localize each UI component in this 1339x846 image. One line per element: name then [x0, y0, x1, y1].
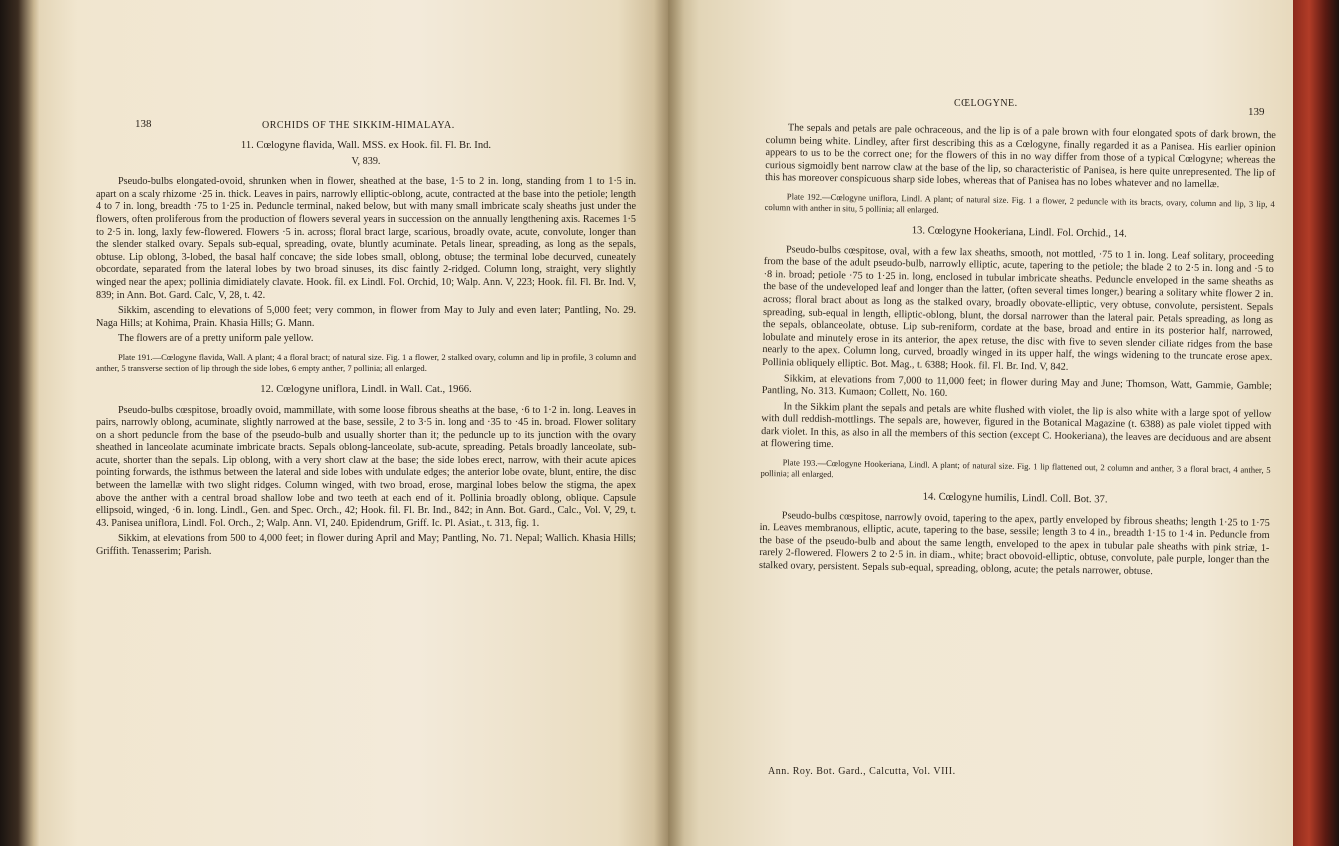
plate-caption: Plate 193.—Cœlogyne Hookeriana, Lindl. A plant; of natural size. Fig. 1 lip flattened out, 2 column and anther, 3 a floral bract, 4 anther, 5 pollinia; all enlarged. — [760, 457, 1271, 480]
plate-caption: Plate 192.—Cœlogyne uniflora, Lindl. A plant; of natural size. Fig. 1 a flower, 2 peduncle with its bracts, ovary, column and lip, 3 lip, 4 column with anther in situ, 5 pollinia; all enlarged. — [764, 191, 1275, 215]
species-description: The sepals and petals are pale ochraceous, and the lip is of a pale brown with four elongated spots of dark brown, the column being white. Lindley, after first describing this as a Cœlogyne, finally regarded it as a Panisea. His earlier opinion appears to us to be the correct one; for the flowers of this in no way differ from those of a typical Cœlogyne; whereas the curious sigmoidly bent narrow claw at the base of the lip, so characteristic of Panisea, is here quite unrepresented. The lip of this has moreover conspicuous sharp side lobes, whereas that of Panisea has no lobes whatever and no lamellæ. — [765, 122, 1276, 191]
left-page — [40, 0, 668, 846]
species-distribution: Sikkim, at elevations from 500 to 4,000 feet; in flower during April and May; Pantling, No. 71. Nepal; Wallich. Khasia Hills; Griffith. Tenasserim; Parish. — [96, 533, 636, 558]
species-heading: 13. Cœlogyne Hookeriana, Lindl. Fol. Orchid., 14. — [911, 225, 1127, 240]
species-description: Pseudo-bulbs cœspitose, broadly ovoid, mammillate, with some loose fibrous sheaths at the base, ·6 to 1·2 in. long. Leaves in pairs, narrowly oblong, acuminate, slightly narrowed at the base, sessile, 2 to 3·5 in. long and ·35 to ·45 in. broad. Flower solitary on a short peduncle from the base of the pseudo-bulb and usually shorter than it; the peduncle up to its junction with the ovary sheathed in lanceolate acuminate imbricate bracts. Sepals oblong-lanceolate, sub-acute, spreading. Petals broadly lanceolate, sub-acute, shorter than the sepals. Lip oblong, with a very short claw at the base; the side lobes erect, narrow, with their acute apices pointing forwards, the isthmus between the lateral and side lobes with undulate edges; the anterior lobe ovate, blunt, entire, the disc between the lamellæ with two slight ridges. Column winged, with two broad, erose, marginal lobes below the stigma, the apex above the anther with a central broad shallow lobe and two teeth at each end of it. Pollinia broadly oblong, oblique. Capsule ellipsoid, winged, ·6 in. long. Lindl., Gen. and Spec. Orch., 42; Hook. fil. Fl. Br. Ind., 842; in Ann. Bot. Gard., Calc., Vol. V, 29, t. 43. Panisea uniflora, Lindl. Fol. Orch., 2; Walp. Ann. VI, 240. Epidendrum, Griff. Ic. Pl. Asiat., t. 313, fig. 1. — [96, 404, 636, 529]
book-cover-right — [1293, 0, 1339, 846]
species-description: Pseudo-bulbs cœspitose, oval, with a few lax sheaths, smooth, not mottled, ·75 to 1 in. long. Leaf solitary, proceeding from the base of the adult pseudo-bulb, narrowly elliptic, acute, tapering to the petiole; the blade 2 to 2·5 in. long and ·5 to ·8 in. broad; petiole ·75 to 1·25 in. long, enclosed in tubular imbricate sheaths. Peduncle enveloped in the same sheaths as the base of the undeveloped leaf and longer than the latter, (often several times longer,) bearing a solitary white flower 2 in. across; floral bract about as long as the stalked ovary, broadly obovate-elliptic, very obtuse, convolute, persistent. Sepals spreading, sub-equal in length, elliptic-oblong, blunt, the dorsal narrower than the lateral pair. Petals spreading, as long as the sepals, oblanceolate, obtuse. Lip sub-reniform, cordate at the base, broad and entire in its posterior half, narrowed, lobulate and minutely erose in its anterior, the apex retuse, the disc with five to seven slender ciliate ridges from the base nearly to the apex. Column long, curved, broadly winged in its upper half, the wings widening to the truncate erose apex. Pollinia obliquely elliptic. Bot. Mag., t. 6388; Hook. fil. Fl. Br. Ind. V, 842. — [762, 243, 1275, 373]
page-footer: Ann. Roy. Bot. Gard., Calcutta, Vol. VIII. — [768, 766, 956, 777]
page-number: 138 — [135, 118, 152, 130]
species-heading: 14. Cœlogyne humilis, Lindl. Coll. Bot. 37. — [922, 491, 1108, 506]
left-page-body — [96, 140, 636, 562]
species-distribution: Sikkim, ascending to elevations of 5,000 feet; very common, in flower from May to July and even later; Pantling, No. 29. Naga Hills; at Kohima, Prain. Khasia Hills; G. Mann. — [96, 305, 636, 329]
species-citation: V, 839. — [351, 155, 381, 167]
species-note: In the Sikkim plant the sepals and petals are white flushed with violet, the lip is also white with a large spot of yellow with dull reddish-mottlings. The sepals are, however, figured in the Botanical Magazine (t. 6388) as pale violet tipped with dark violet. In this, as also in all the members of this section (except C. Hookeriana), the leaves are deciduous and are absent at flowering time. — [760, 400, 1272, 451]
running-head: CŒLOGYNE. — [954, 98, 1018, 109]
species-note: The flowers are of a pretty uniform pale yellow. — [118, 333, 314, 345]
species-description: Pseudo-bulbs elongated-ovoid, shrunken when in flower, sheathed at the base, 1·5 to 2 in. long, standing from 1 to 1·5 in. apart on a scaly rhizome ·25 in. thick. Leaves in pairs, narrowly elliptic-oblong, acute, contracted at the base into the petiole; length 4 to 7 in. long, breadth ·75 to 1·25 in. Peduncle terminal, naked below, but with many small imbricate scaly sheaths just under the flowers, often proliferous from the production of flowers several years in succession on the annually lengthening axis. Racemes 1·5 to 2·5 in. long, laxly few-flowered. Flowers ·5 in. across; floral bract large, scarious, broadly ovate, acute, convolute, longer than the slender stalked ovary. Sepals sub-equal, spreading, ovate, bluntly acuminate. Petals linear, spreading, as long as the sepals, obtuse. Lip oblong, 3-lobed, the basal half concave; the side lobes small, oblong, obtuse; the terminal lobe decurved, cuneately obcordate, separated from the lateral lobes by two broad sinuses, its disc faintly 2-ridged. Column long, straight, very slightly winged near the apex; pollinia dimidiately clavate. Hook. fil. ex Lindl. Fol. Orchid, 10; Walp. Ann. V, 223; Hook. fil. Fl. Br. Ind. V, 839; in Ann. Bot. Gard. Calc, V, 28, t. 42. — [96, 176, 636, 301]
species-heading: 12. Cœlogyne uniflora, Lindl. in Wall. Cat., 1966. — [260, 383, 472, 395]
running-head: ORCHIDS OF THE SIKKIM-HIMALAYA. — [262, 120, 455, 131]
page-number: 139 — [1248, 106, 1265, 118]
species-description: Pseudo-bulbs cœspitose, narrowly ovoid, tapering to the apex, partly enveloped by fibrous sheaths; length 1·25 to 1·75 in. Leaves membranous, elliptic, acute, tapering to the base, sessile; length 3 to 4 in., breadth 1·15 to 1·4 in. Peduncle from the base of the pseudo-bulb and about the same length, enveloped to the apex in tubular pale sheaths with pink striæ, 1- rarely 2-flowered. Flowers 2 to 2·5 in. in diam., white; bract obovoid-elliptic, obtuse, convolute, pale purple, longer than the stalked ovary, persistent. Sepals sub-equal, spreading, oblong, acute; the petals narrower, obtuse. — [758, 509, 1270, 578]
book-spine-left — [0, 0, 40, 846]
right-page — [668, 0, 1296, 846]
right-page-body — [759, 122, 1276, 584]
plate-caption: Plate 191.—Cœlogyne flavida, Wall. A plant; 4 a floral bract; of natural size. Fig. 1 a flower, 2 stalked ovary, column and lip in profile, 3 column and anther, 5 transverse section of lip through the side lobes, 6 empty anther, 7 pollinia; all enlarged. — [96, 351, 636, 373]
species-distribution: Sikkim, at elevations from 7,000 to 11,000 feet; in flower during May and June; Thomson, Watt, Gammie, Gamble; Pantling, No. 313. Kumaon; Collett, No. 160. — [761, 372, 1273, 399]
species-heading: 11. Cœlogyne flavida, Wall. MSS. ex Hook. fil. Fl. Br. Ind. — [240, 140, 492, 151]
